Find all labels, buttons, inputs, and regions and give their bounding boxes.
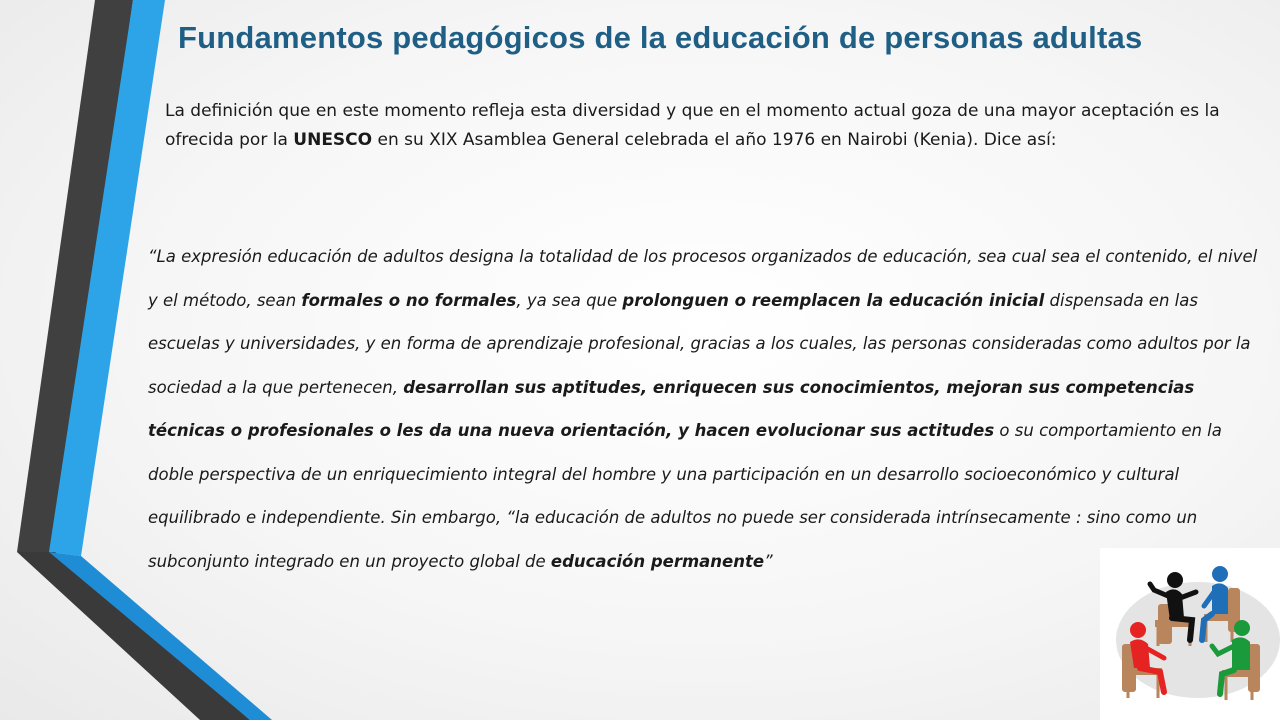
quote-text: “La expresión educación de adultos designa la totalidad de los procesos organizados de educación, sea cual sea el contenido, el nivel y el método, sean [148, 247, 1258, 310]
definition-quote [148, 235, 1258, 583]
intro-text-1: La definición que en este momento refleja esta diversidad y que en el momento actual goza de una mayor aceptación es la ofrecida por la [165, 101, 1220, 150]
unesco-highlight: UNESCO [293, 130, 373, 150]
quote-emphasis: educación permanente [550, 551, 765, 571]
slide-title: Fundamentos pedagógicos de la educación de personas adultas [178, 20, 1143, 55]
intro-text-2: en su XIX Asamblea General celebrada el año 1976 en Nairobi (Kenia). Dice así: [372, 130, 1057, 150]
group-discussion-illustration [1100, 548, 1280, 720]
quote-text: o su comportamiento en la doble perspectiva de un enriquecimiento integral del hombre y una participación en un desarrollo socioeconómico y cultural equilibrado e independiente. Sin embargo, “la educación de adultos no puede ser considerada intrínsecamente : sino como un subconjunto integrado en un proyecto global de [148, 421, 1222, 571]
quote-text: , ya sea que [516, 290, 623, 310]
quote-text: ” [764, 551, 773, 571]
quote-emphasis: formales o no formales [301, 290, 517, 310]
quote-emphasis: prolonguen o reemplacen la educación inicial [622, 290, 1045, 310]
intro-paragraph [165, 97, 1265, 155]
quote-text: dispensada en las escuelas y universidades, y en forma de aprendizaje profesional, gracias a los cuales, las personas consideradas como adultos por la sociedad a la que pertenecen, [148, 290, 1251, 397]
quote-emphasis: desarrollan sus aptitudes, enriquecen sus conocimientos, mejoran sus competencias técnicas o profesionales o les da una nueva orientación, y hacen evolucionar sus actitudes [148, 377, 1195, 440]
